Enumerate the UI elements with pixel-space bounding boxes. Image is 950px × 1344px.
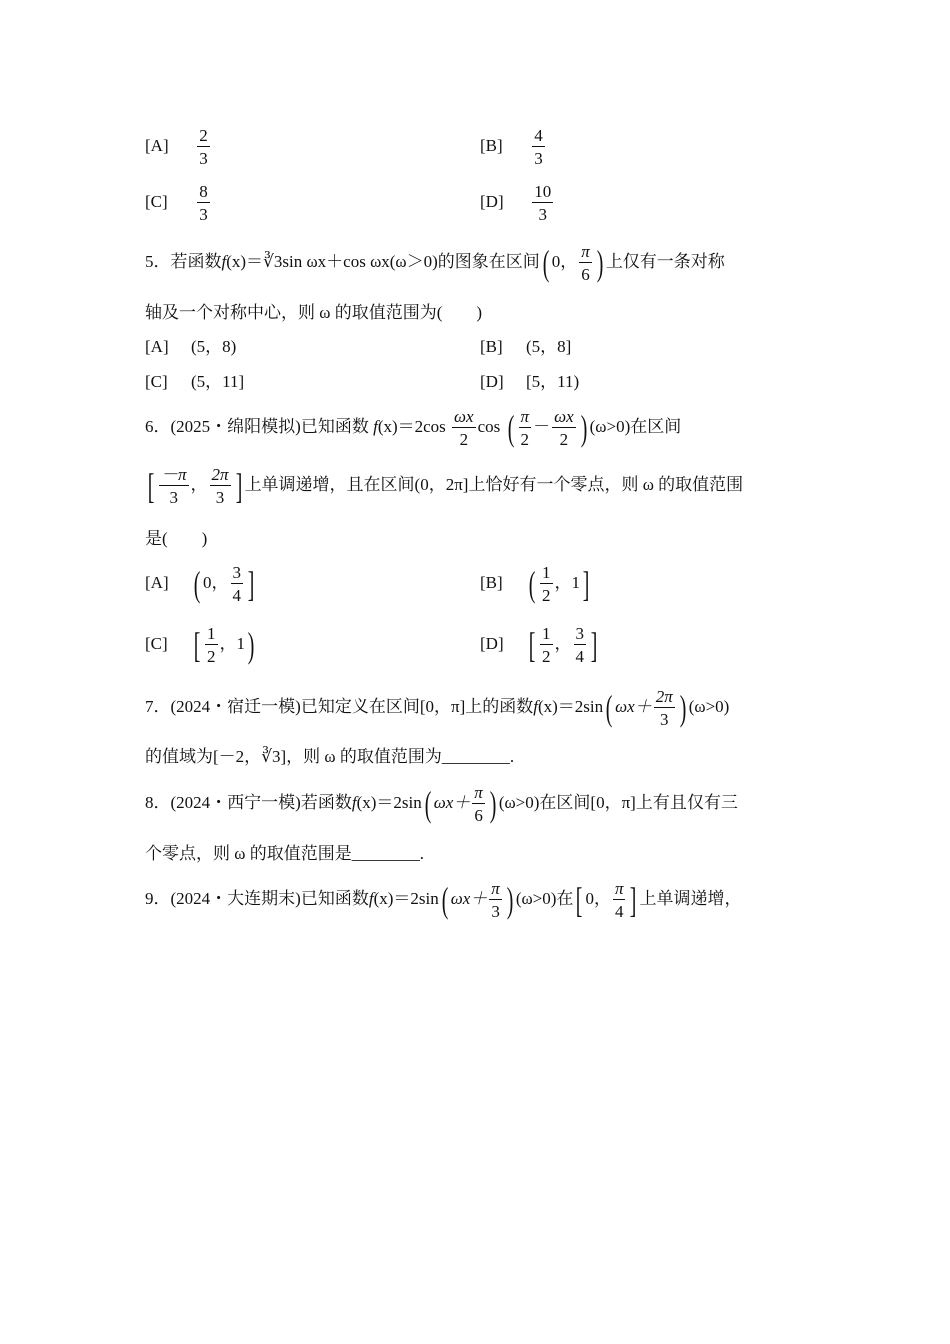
q5-option-a: [145, 338, 236, 355]
text-fragment: ωx＋: [433, 792, 471, 812]
text-fragment: [: [193, 625, 201, 665]
text-fragment: 2: [559, 430, 569, 449]
text-fragment: ωx＋: [450, 888, 488, 908]
text-fragment: 2π: [655, 687, 673, 706]
text-fragment: ωx: [454, 407, 474, 426]
fraction: [197, 127, 210, 167]
text-fragment: f: [533, 696, 538, 716]
text-fragment: ): [596, 243, 604, 283]
text-fragment: ): [679, 688, 687, 728]
text-fragment: 3: [215, 488, 225, 507]
text-fragment: (ω>0): [688, 696, 730, 716]
q6-stem-line1: [145, 408, 681, 448]
text-fragment: 上单调递增，且在区间(0，2π]上恰好有一个零点，则 ω 的取值范围: [244, 474, 744, 494]
text-fragment: [A]: [145, 572, 169, 592]
text-fragment: (: [542, 243, 550, 283]
text-fragment: ωx: [554, 407, 574, 426]
text-fragment: 1: [207, 624, 216, 643]
fraction: [159, 466, 189, 506]
text-fragment: ): [247, 625, 255, 665]
text-fragment: (ω>0)在区间: [589, 416, 682, 436]
text-fragment: [D]: [480, 372, 504, 391]
text-fragment: 8: [199, 182, 208, 201]
fraction: [552, 408, 576, 448]
text-fragment: (ω>0)在区间[0，π]上有且仅有三: [498, 792, 738, 812]
text-fragment: 2: [542, 647, 551, 666]
text-fragment: (5，11]: [191, 372, 245, 391]
text-fragment: 0，: [203, 572, 229, 592]
text-fragment: 3: [534, 149, 543, 168]
text-fragment: 3: [232, 563, 241, 582]
q6-option-b: [480, 564, 592, 604]
text-fragment: π: [491, 879, 500, 898]
text-fragment: 0，: [585, 888, 611, 908]
text-fragment: (5，8): [191, 337, 237, 356]
text-fragment: 1: [542, 624, 551, 643]
q8-stem-line2: 个零点，则 ω 的取值范围是________.: [145, 844, 424, 863]
text-fragment: ，: [554, 633, 572, 653]
text-fragment: ): [580, 408, 587, 448]
text-fragment: [D]: [480, 633, 504, 653]
text-fragment: ]: [630, 880, 637, 920]
text-fragment: (x)＝∛3sin ωx＋cos ωx(ω＞0)的图象在区间: [226, 251, 540, 271]
fraction: [532, 127, 545, 167]
text-fragment: 上单调递增，: [639, 888, 742, 908]
text-fragment: ，1: [219, 633, 245, 653]
text-fragment: f: [351, 792, 357, 812]
fraction: [519, 408, 532, 448]
fraction: [197, 183, 210, 223]
fraction: [231, 564, 244, 604]
text-fragment: ]: [582, 564, 590, 604]
q4-option-b: [480, 127, 547, 167]
text-fragment: f: [221, 251, 227, 271]
fraction: [654, 688, 675, 728]
text-fragment: ]: [235, 466, 242, 506]
text-fragment: 2π: [211, 465, 229, 484]
text-fragment: 5．若函数: [145, 251, 222, 271]
text-fragment: 8．(2024・西宁一模)若函数: [145, 792, 352, 812]
q4-option-d: [480, 183, 555, 223]
fraction: [613, 880, 626, 920]
text-fragment: π: [614, 879, 624, 898]
text-fragment: (: [605, 688, 613, 728]
text-fragment: ωx＋: [615, 696, 652, 716]
fraction: [472, 784, 485, 824]
fraction: [532, 183, 553, 223]
fraction: [574, 625, 587, 665]
q9-stem-line1: [145, 880, 741, 920]
text-fragment: －: [533, 416, 551, 436]
text-fragment: [D]: [480, 191, 504, 211]
text-fragment: π: [581, 242, 590, 261]
text-fragment: 2: [207, 647, 216, 666]
text-fragment: π: [474, 783, 483, 802]
fraction: [489, 880, 502, 920]
text-fragment: cos: [477, 416, 501, 436]
q4-option-a: [145, 127, 212, 167]
fraction: [579, 243, 592, 283]
text-fragment: 3: [659, 710, 669, 729]
text-fragment: 3: [538, 205, 547, 224]
text-fragment: [A]: [145, 337, 169, 356]
fraction: [210, 466, 231, 506]
q6-stem-line2: [145, 466, 743, 506]
q7-stem-line2: 的值域为[－2，∛3]，则 ω 的取值范围为________.: [145, 747, 515, 766]
q5-option-c: [145, 373, 244, 390]
text-fragment: (: [507, 408, 514, 448]
text-fragment: 3: [199, 205, 208, 224]
text-fragment: (ω>0)在: [515, 888, 574, 908]
q7-stem-line1: [145, 688, 729, 728]
text-fragment: [B]: [480, 135, 503, 155]
q6-option-a: [145, 564, 257, 604]
text-fragment: 6: [581, 265, 590, 284]
text-fragment: f: [368, 888, 374, 908]
text-fragment: 3: [575, 624, 584, 643]
text-fragment: ]: [590, 625, 598, 665]
text-fragment: [B]: [480, 337, 503, 356]
text-fragment: (: [441, 880, 449, 920]
text-fragment: ]: [247, 564, 255, 604]
text-fragment: 9．(2024・大连期末)已知函数: [145, 888, 369, 908]
q8-stem-line1: [145, 784, 738, 824]
text-fragment: －π: [161, 465, 187, 484]
text-fragment: 2: [520, 430, 530, 449]
text-fragment: ，: [190, 474, 208, 494]
text-fragment: (: [193, 564, 201, 604]
fraction: [452, 408, 476, 448]
text-fragment: 7．(2024・宿迁一模)已知定义在区间[0，π]上的函数: [145, 696, 534, 716]
text-fragment: (: [528, 564, 536, 604]
text-fragment: (x)＝2sin: [373, 888, 439, 908]
text-fragment: [: [528, 625, 536, 665]
text-fragment: [C]: [145, 633, 168, 653]
text-fragment: 3: [169, 488, 179, 507]
text-fragment: f: [373, 416, 378, 436]
fraction: [540, 625, 553, 665]
text-fragment: [C]: [145, 372, 168, 391]
text-fragment: 3: [491, 902, 500, 921]
text-fragment: (x)＝2sin: [537, 696, 604, 716]
text-fragment: 6: [474, 806, 483, 825]
text-fragment: ，1: [554, 572, 580, 592]
text-fragment: 2: [199, 126, 208, 145]
q5-option-d: [480, 373, 579, 390]
text-fragment: 0，: [551, 251, 578, 271]
text-fragment: π: [520, 407, 530, 426]
text-fragment: 1: [542, 563, 551, 582]
text-fragment: ): [489, 784, 497, 824]
text-fragment: [B]: [480, 572, 503, 592]
q6-option-c: [145, 625, 257, 665]
text-fragment: (x)＝2cos: [377, 416, 446, 436]
text-fragment: 3: [199, 149, 208, 168]
text-fragment: 2: [542, 586, 551, 605]
text-fragment: [: [576, 880, 583, 920]
q6-option-d: [480, 625, 600, 665]
text-fragment: [A]: [145, 135, 169, 155]
text-fragment: 4: [575, 647, 584, 666]
fraction: [540, 564, 553, 604]
text-fragment: 10: [534, 182, 552, 201]
text-fragment: (x)＝2sin: [356, 792, 422, 812]
text-fragment: ): [506, 880, 514, 920]
text-fragment: 6．(2025・绵阳模拟)已知函数: [145, 416, 369, 436]
text-fragment: [: [147, 466, 155, 506]
fraction: [205, 625, 218, 665]
text-fragment: 4: [232, 586, 241, 605]
text-fragment: [5，11): [526, 372, 580, 391]
q4-option-c: [145, 183, 212, 223]
text-fragment: [C]: [145, 191, 168, 211]
text-fragment: (: [424, 784, 432, 824]
q6-stem-line3: 是( ): [145, 529, 208, 548]
text-fragment: 4: [534, 126, 543, 145]
text-fragment: 2: [459, 430, 469, 449]
text-fragment: 上仅有一条对称: [605, 251, 725, 271]
q5-stem-line2: 轴及一个对称中心，则 ω 的取值范围为( ): [145, 303, 483, 322]
q5-stem-line1: [145, 243, 725, 283]
text-fragment: 4: [614, 902, 624, 921]
text-fragment: (5，8]: [526, 337, 572, 356]
q5-option-b: [480, 338, 571, 355]
